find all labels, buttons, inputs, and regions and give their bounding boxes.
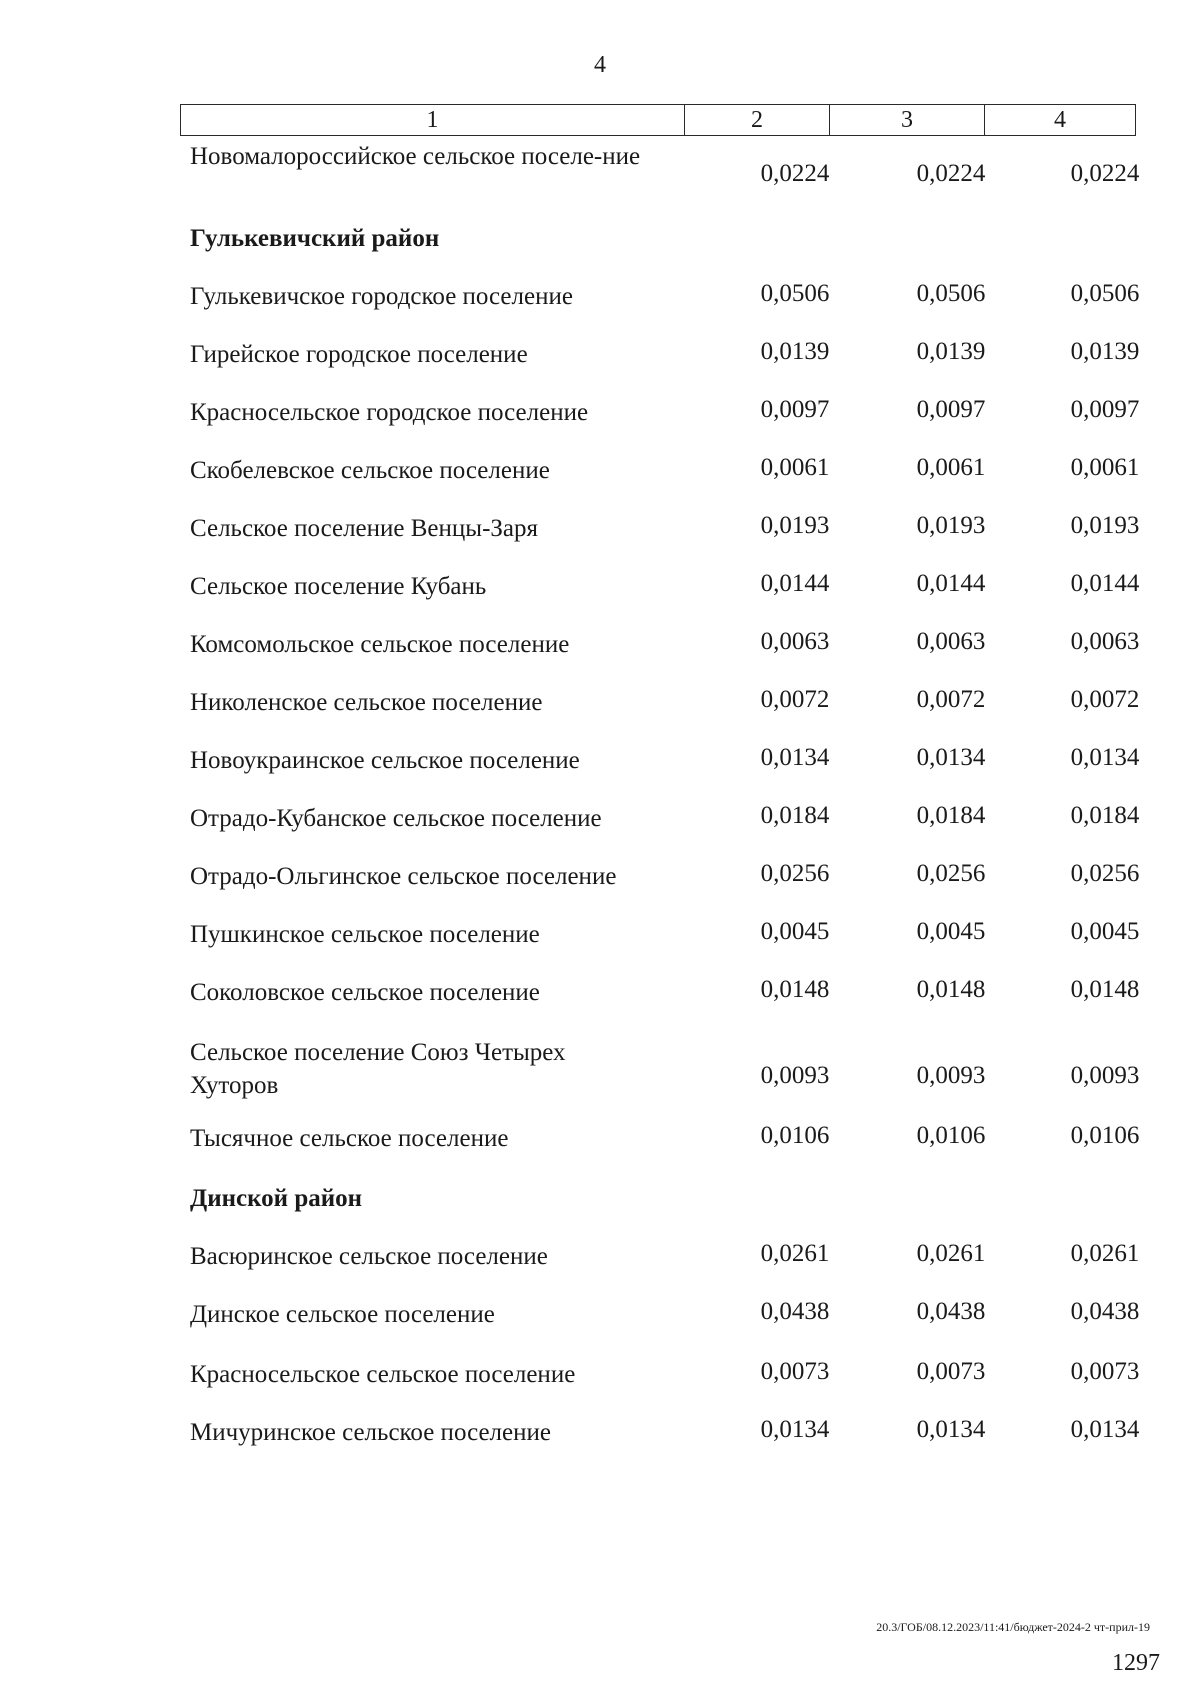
value-col-3: 0,0134 bbox=[916, 744, 986, 771]
value-col-2: 0,0045 bbox=[760, 918, 830, 945]
value-col-4: 0,0072 bbox=[1070, 686, 1140, 713]
row-name: Сельское поселение Кубань bbox=[190, 573, 487, 600]
value-col-3: 0,0061 bbox=[916, 454, 986, 481]
value-col-3: 0,0073 bbox=[916, 1358, 986, 1385]
value-col-2: 0,0144 bbox=[760, 570, 830, 597]
value-col-3: 0,0224 bbox=[916, 160, 986, 187]
value-col-2: 0,0438 bbox=[760, 1298, 830, 1325]
value-col-4: 0,0193 bbox=[1070, 512, 1140, 539]
value-col-4: 0,0093 bbox=[1070, 1062, 1140, 1089]
value-col-2: 0,0106 bbox=[760, 1122, 830, 1149]
value-col-2: 0,0224 bbox=[760, 160, 830, 187]
value-col-3: 0,0256 bbox=[916, 860, 986, 887]
row-name: Скобелевское сельское поселение bbox=[190, 457, 550, 484]
header-col-3: 3 bbox=[830, 105, 985, 135]
value-col-2: 0,0063 bbox=[760, 628, 830, 655]
document-code: 20.3/ГОБ/08.12.2023/11:41/бюджет-2024-2 чт-прил-19 bbox=[876, 1620, 1150, 1634]
value-col-4: 0,0097 bbox=[1070, 396, 1140, 423]
value-col-2: 0,0093 bbox=[760, 1062, 830, 1089]
row-name: Новоукраинское сельское поселение bbox=[190, 747, 580, 774]
value-col-3: 0,0063 bbox=[916, 628, 986, 655]
value-col-3: 0,0193 bbox=[916, 512, 986, 539]
value-col-2: 0,0134 bbox=[760, 744, 830, 771]
value-col-3: 0,0261 bbox=[916, 1240, 986, 1267]
value-col-2: 0,0073 bbox=[760, 1358, 830, 1385]
row-name: Отрадо-Кубанское сельское поселение bbox=[190, 805, 602, 832]
value-col-4: 0,0073 bbox=[1070, 1358, 1140, 1385]
sheet-number: 1297 bbox=[1112, 1650, 1160, 1676]
row-name: Мичуринское сельское поселение bbox=[190, 1419, 551, 1446]
value-col-3: 0,0106 bbox=[916, 1122, 986, 1149]
page-number: 4 bbox=[594, 52, 606, 78]
value-col-3: 0,0144 bbox=[916, 570, 986, 597]
value-col-2: 0,0097 bbox=[760, 396, 830, 423]
header-col-4: 4 bbox=[1054, 106, 1066, 133]
value-col-3: 0,0097 bbox=[916, 396, 986, 423]
value-col-2: 0,0506 bbox=[760, 280, 830, 307]
value-col-4: 0,0045 bbox=[1070, 918, 1140, 945]
row-name: Гулькевичское городское поселение bbox=[190, 283, 573, 310]
value-col-2: 0,0261 bbox=[760, 1240, 830, 1267]
value-col-2: 0,0072 bbox=[760, 686, 830, 713]
value-col-3: 0,0045 bbox=[916, 918, 986, 945]
row-name: Сельское поселение Союз Четырех Хуторов bbox=[190, 1039, 566, 1099]
row-name: Николенское сельское поселение bbox=[190, 689, 543, 716]
row-name: Отрадо-Ольгинское сельское поселение bbox=[190, 863, 617, 890]
value-col-4: 0,0134 bbox=[1070, 1416, 1140, 1443]
value-col-4: 0,0148 bbox=[1070, 976, 1140, 1003]
value-col-3: 0,0506 bbox=[916, 280, 986, 307]
row-name: Сельское поселение Венцы-Заря bbox=[190, 515, 539, 542]
value-col-3: 0,0134 bbox=[916, 1416, 986, 1443]
row-name: Тысячное сельское поселение bbox=[190, 1125, 509, 1152]
value-col-3: 0,0139 bbox=[916, 338, 986, 365]
table-header bbox=[180, 104, 1136, 136]
value-col-4: 0,0063 bbox=[1070, 628, 1140, 655]
value-col-3: 0,0072 bbox=[916, 686, 986, 713]
value-col-2: 0,0061 bbox=[760, 454, 830, 481]
value-col-4: 0,0184 bbox=[1070, 802, 1140, 829]
row-name: Динское сельское поселение bbox=[190, 1301, 495, 1328]
district-heading-text: Гулькевичский район bbox=[190, 225, 440, 252]
value-col-4: 0,0438 bbox=[1070, 1298, 1140, 1325]
value-col-4: 0,0224 bbox=[1070, 160, 1140, 187]
value-col-3: 0,0093 bbox=[916, 1062, 986, 1089]
header-col-2: 2 bbox=[685, 105, 830, 135]
value-col-2: 0,0139 bbox=[760, 338, 830, 365]
row-name: Комсомольское сельское поселение bbox=[190, 631, 570, 658]
row-name: Красносельское сельское поселение bbox=[190, 1361, 576, 1388]
header-col-1: 1 bbox=[181, 105, 685, 135]
value-col-4: 0,0506 bbox=[1070, 280, 1140, 307]
value-col-2: 0,0184 bbox=[760, 802, 830, 829]
row-name: Васюринское сельское поселение bbox=[190, 1243, 548, 1270]
value-col-4: 0,0261 bbox=[1070, 1240, 1140, 1267]
value-col-4: 0,0061 bbox=[1070, 454, 1140, 481]
value-col-3: 0,0438 bbox=[916, 1298, 986, 1325]
value-col-2: 0,0148 bbox=[760, 976, 830, 1003]
value-col-2: 0,0256 bbox=[760, 860, 830, 887]
row-name: Новомалороссийское сельское поселе-ние bbox=[190, 143, 641, 170]
value-col-4: 0,0106 bbox=[1070, 1122, 1140, 1149]
row-name: Соколовское сельское поселение bbox=[190, 979, 540, 1006]
value-col-2: 0,0193 bbox=[760, 512, 830, 539]
value-col-4: 0,0256 bbox=[1070, 860, 1140, 887]
value-col-2: 0,0134 bbox=[760, 1416, 830, 1443]
value-col-4: 0,0139 bbox=[1070, 338, 1140, 365]
row-name: Гирейское городское поселение bbox=[190, 341, 528, 368]
value-col-4: 0,0134 bbox=[1070, 744, 1140, 771]
value-col-3: 0,0148 bbox=[916, 976, 986, 1003]
row-name: Красносельское городское поселение bbox=[190, 399, 589, 426]
value-col-3: 0,0184 bbox=[916, 802, 986, 829]
value-col-4: 0,0144 bbox=[1070, 570, 1140, 597]
district-heading-text: Динской район bbox=[190, 1185, 363, 1212]
row-name: Пушкинское сельское поселение bbox=[190, 921, 540, 948]
